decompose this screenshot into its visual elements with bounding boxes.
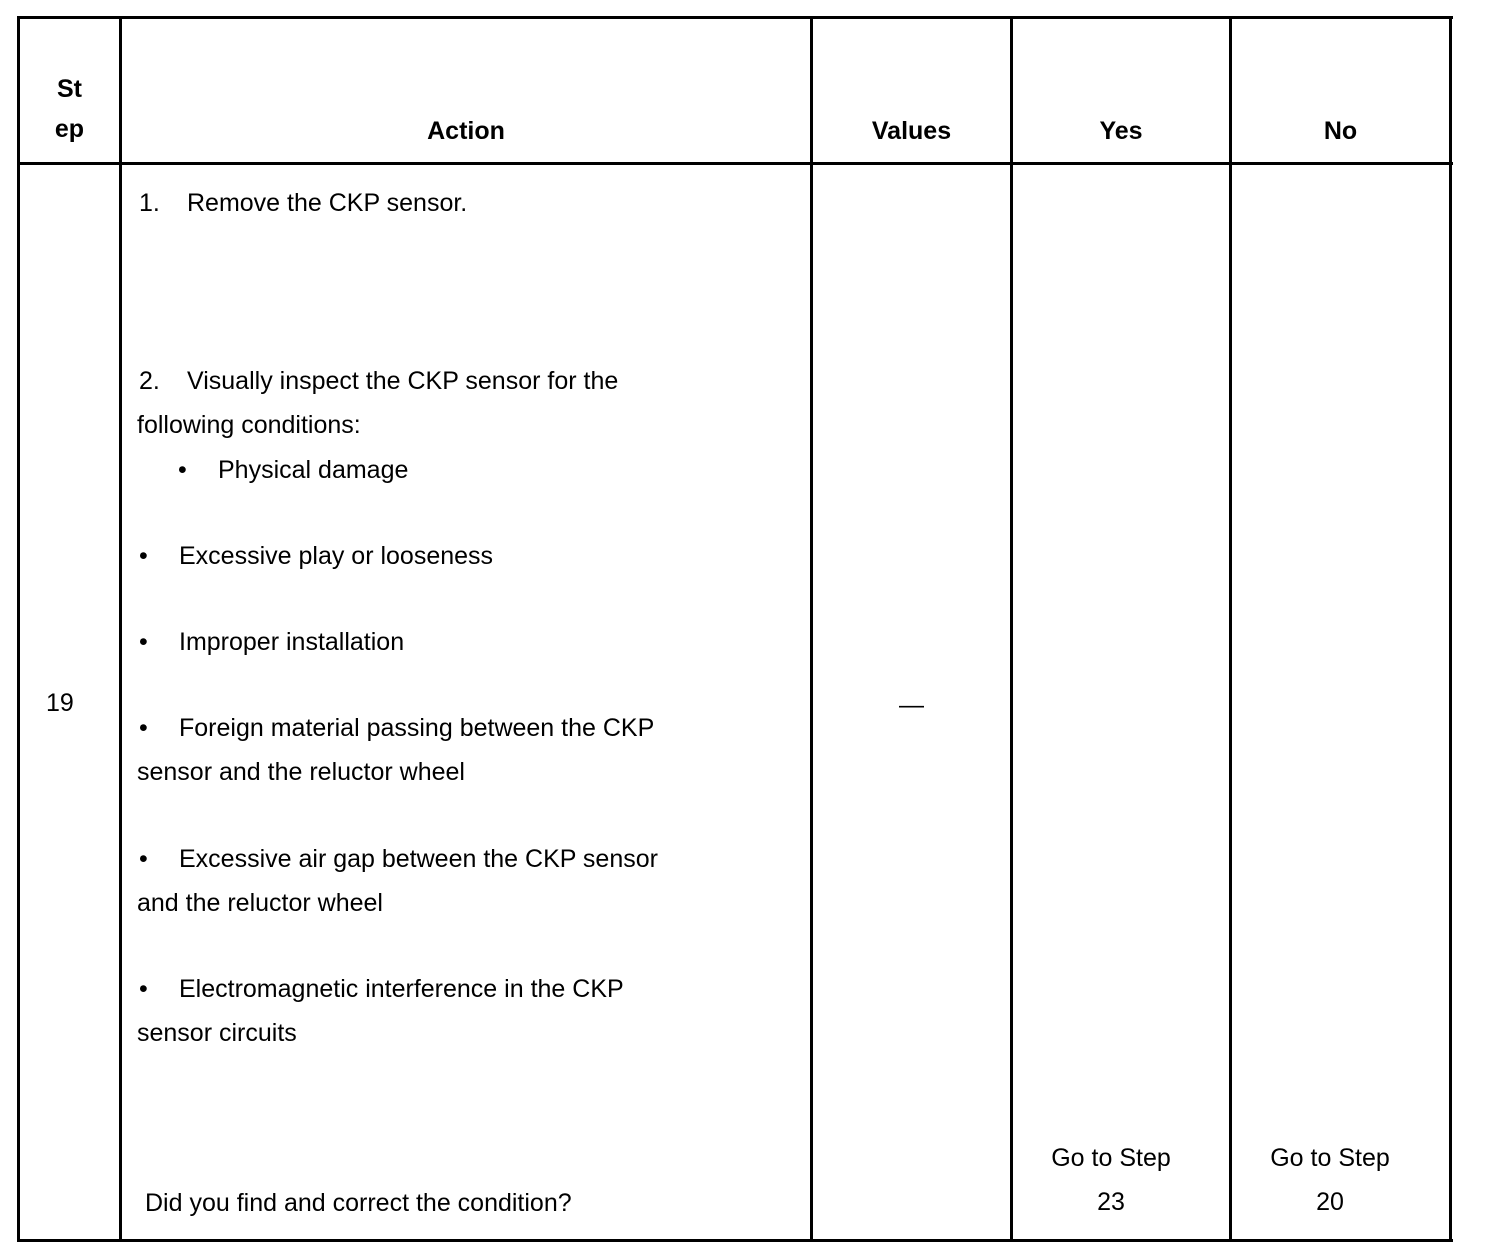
condition-electromagnetic-interference-line2: sensor circuits [137,1019,297,1047]
table-top-border [17,16,1453,19]
yes-go-to-step [1013,1136,1209,1224]
action-item-1-number: 1. [139,189,160,217]
condition-physical-damage [178,448,408,492]
values-dash: — [899,691,924,719]
condition-excessive-air-gap [139,837,658,881]
bullet-icon: • [178,456,187,484]
yes-step-number: 23 [1097,1188,1125,1216]
action-item-2-line2: following conditions: [137,411,361,439]
header-yes: Yes [1099,117,1143,145]
header-step-line1: St [57,75,82,103]
header-no: No [1323,117,1358,145]
col-divider-yes-no [1229,16,1232,1242]
header-step [20,69,119,149]
no-step-number: 20 [1316,1188,1344,1216]
condition-text: Excessive air gap between the CKP sensor [179,845,658,873]
no-go-to-step [1232,1136,1428,1224]
condition-text: Electromagnetic interference in the CKP [179,975,624,1003]
action-item-2 [139,359,618,403]
yes-go-to-label: Go to Step [1051,1144,1171,1172]
condition-text: Excessive play or looseness [179,542,494,570]
condition-foreign-material-line2: sensor and the reluctor wheel [137,758,465,786]
bullet-icon: • [139,714,148,742]
condition-improper-installation [139,620,404,664]
action-item-2-line1: Visually inspect the CKP sensor for the [187,367,619,395]
bullet-icon: • [139,542,148,570]
condition-text: Improper installation [179,628,405,656]
table-left-border [17,16,20,1242]
header-step-line2: ep [54,115,85,143]
action-item-1-text: Remove the CKP sensor. [187,189,468,217]
condition-excessive-air-gap-line2: and the reluctor wheel [137,889,383,917]
condition-foreign-material [139,706,654,750]
action-item-2-number: 2. [139,367,160,395]
condition-excessive-play [139,534,493,578]
col-divider-values-yes [1010,16,1013,1242]
header-bottom-border [17,162,1453,165]
header-action: Action [427,117,505,145]
header-values: Values [871,117,952,145]
condition-electromagnetic-interference [139,967,624,1011]
condition-text: Physical damage [218,456,409,484]
action-question: Did you find and correct the condition? [145,1189,572,1217]
condition-text: Foreign material passing between the CKP [179,714,655,742]
col-divider-step-action [119,16,122,1242]
bullet-icon: • [139,975,148,1003]
bullet-icon: • [139,628,148,656]
table-right-border [1449,16,1452,1242]
step-number: 19 [46,689,74,717]
no-go-to-label: Go to Step [1270,1144,1390,1172]
bullet-icon: • [139,845,148,873]
action-item-1 [139,181,467,225]
col-divider-action-values [810,16,813,1242]
table-bottom-border [17,1239,1453,1242]
